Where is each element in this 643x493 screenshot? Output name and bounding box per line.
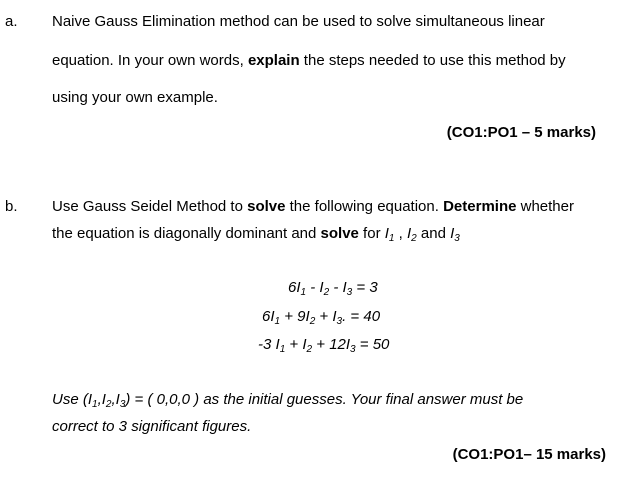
- question-b-for-text: for: [358, 225, 385, 242]
- question-b-label: b.: [5, 198, 18, 215]
- question-b-marks: (CO1:PO1– 15 marks): [452, 446, 606, 463]
- question-a-line-3: using your own example.: [52, 89, 218, 106]
- equation-3: -3 $I_1 + I_2 + 12I_3 = 50$: [258, 336, 390, 355]
- var-i3: $I_3$: [450, 225, 460, 244]
- question-a-line-2-post: the steps needed to use this method by: [299, 52, 566, 69]
- question-a-line-2: [52, 52, 566, 69]
- question-b-line-1: [52, 198, 574, 215]
- question-a-marks: (CO1:PO1 – 5 marks): [446, 124, 596, 141]
- and-text: and: [416, 225, 451, 242]
- question-a-line-2-pre: equation. In your own words,: [52, 52, 248, 69]
- equation-2: $6I_1 + 9I_2 + I_3$. = 40: [262, 308, 381, 327]
- question-b-solve-keyword: solve: [247, 198, 286, 215]
- question-a-label: a.: [5, 13, 18, 30]
- question-a-explain-keyword: explain: [247, 52, 300, 69]
- var-i1: $I_1$: [384, 225, 395, 244]
- question-b-line-2-pre: the equation is diagonally dominant and: [52, 225, 321, 242]
- equation-1: $6I_1 - I_2 - I_3 = 3$: [288, 279, 378, 298]
- var-i2: $I_2$: [406, 225, 417, 244]
- question-b-line-2: [52, 225, 460, 242]
- initial-guess-line-2: correct to 3 significant figures.: [52, 418, 252, 435]
- question-b-solve-keyword-2: solve: [320, 225, 359, 242]
- question-b-line-1-pre: Use Gauss Seidel Method to: [52, 198, 248, 215]
- initial-guess-line-1: Use $(I_1,I_2,I_3)$ = ( 0,0,0 ) as the initial guesses. Your final answer must be: [52, 391, 524, 410]
- question-a-line-1: Naive Gauss Elimination method can be used to solve simultaneous linear: [52, 13, 545, 30]
- question-b-determine-keyword: Determine: [443, 198, 517, 215]
- question-b-line-1-post: whether: [516, 198, 574, 215]
- separator-comma: ,: [394, 225, 407, 242]
- question-b-line-1-mid: the following equation.: [285, 198, 444, 215]
